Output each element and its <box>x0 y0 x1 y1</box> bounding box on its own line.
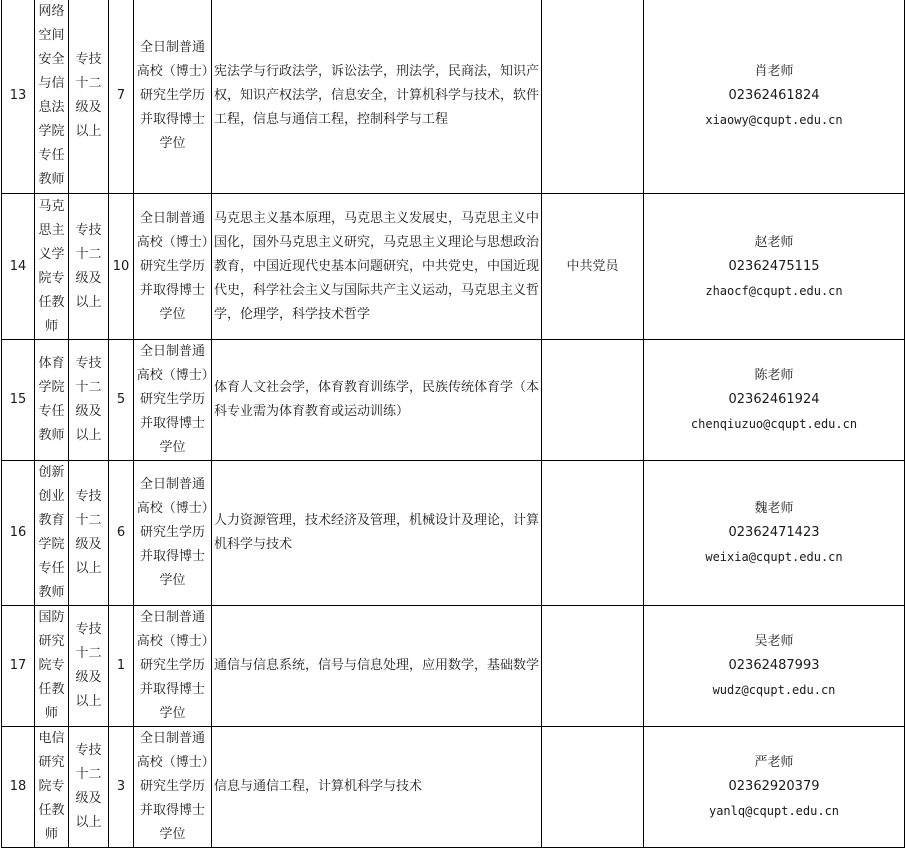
education-cell: 全日制普通高校（博士）研究生学历并取得博士学位 <box>134 194 212 340</box>
table-row <box>2 606 905 727</box>
education-cell: 全日制普通高校（博士）研究生学历并取得博士学位 <box>134 340 212 461</box>
contact-email[interactable]: zhaocf@cqupt.edu.cn <box>705 283 843 298</box>
political-status-cell <box>542 461 644 606</box>
rank-cell: 专技十二级及以上 <box>69 194 109 340</box>
major-cell: 宪法学与行政法学，诉讼法学，刑法学，民商法，知识产权，知识产权法学，信息安全，计算机科学与技术，软件工程，信息与通信工程，控制科学与工程 <box>212 0 542 194</box>
rank-cell: 专技十二级及以上 <box>69 727 109 848</box>
major-cell: 体育人文社会学，体育教育训练学，民族传统体育学（本科专业需为体育教育或运动训练） <box>212 340 542 461</box>
political-status-cell <box>542 606 644 727</box>
contact-email[interactable]: weixia@cqupt.edu.cn <box>705 550 843 564</box>
contact-cell <box>644 461 905 606</box>
department-cell: 国防研究院专任教师 <box>35 606 69 727</box>
contact-name: 陈老师 <box>754 368 794 383</box>
headcount-cell: 6 <box>109 461 134 606</box>
contact-name: 肖老师 <box>754 64 794 79</box>
table-row <box>2 194 905 340</box>
headcount-cell: 10 <box>109 194 134 340</box>
row-index: 16 <box>2 461 35 606</box>
department-cell: 电信研究院专任教师 <box>35 727 69 848</box>
major-cell: 人力资源管理，技术经济及管理，机械设计及理论，计算机科学与技术 <box>212 461 542 606</box>
rank-cell: 专技十二级及以上 <box>69 606 109 727</box>
major-cell: 马克思主义基本原理，马克思主义发展史，马克思主义中国化，国外马克思主义研究，马克思主义理论与思想政治教育，中国近现代史基本问题研究，中共党史，中国近现代史，科学社会主义与国际共产主义运动，马克思主义哲学，伦理学，科学技术哲学 <box>212 194 542 340</box>
rank-cell: 专技十二级及以上 <box>69 461 109 606</box>
row-index: 13 <box>2 0 35 194</box>
contact-email[interactable]: xiaowy@cqupt.edu.cn <box>705 113 843 127</box>
row-index: 14 <box>2 194 35 340</box>
row-index: 17 <box>2 606 35 727</box>
contact-cell <box>644 194 905 340</box>
contact-cell <box>644 606 905 727</box>
contact-email[interactable]: chenqiuzuo@cqupt.edu.cn <box>690 417 858 431</box>
contact-name: 赵老师 <box>754 234 794 250</box>
contact-name: 吴老师 <box>754 634 794 649</box>
headcount-cell: 1 <box>109 606 134 727</box>
education-cell: 全日制普通高校（博士）研究生学历并取得博士学位 <box>134 606 212 727</box>
row-index: 18 <box>2 727 35 848</box>
contact-cell <box>644 727 905 848</box>
headcount-cell: 7 <box>109 0 134 194</box>
department-cell: 创新创业教育学院专任教师 <box>35 461 69 606</box>
contact-phone: 02362487993 <box>728 658 820 673</box>
rank-cell: 专技十二级及以上 <box>69 0 109 194</box>
contact-phone: 02362461924 <box>728 392 820 407</box>
major-cell: 信息与通信工程，计算机科学与技术 <box>212 727 542 848</box>
row-index: 15 <box>2 340 35 461</box>
contact-phone: 02362461824 <box>728 88 820 103</box>
rank-cell: 专技十二级及以上 <box>69 340 109 461</box>
contact-name: 魏老师 <box>754 501 794 516</box>
department-cell: 网络空间安全与信息法学院专任教师 <box>35 0 69 194</box>
headcount-cell: 3 <box>109 727 134 848</box>
political-status-cell <box>542 0 644 194</box>
education-cell: 全日制普通高校（博士）研究生学历并取得博士学位 <box>134 461 212 606</box>
department-cell: 体育学院专任教师 <box>35 340 69 461</box>
recruitment-table <box>1 0 905 848</box>
political-status-cell <box>542 727 644 848</box>
major-cell: 通信与信息系统，信号与信息处理，应用数学，基础数学 <box>212 606 542 727</box>
table-row <box>2 0 905 194</box>
table-row <box>2 461 905 606</box>
contact-phone: 02362920379 <box>728 779 820 794</box>
department-cell: 马克思主义学院专任教师 <box>35 194 69 340</box>
education-cell: 全日制普通高校（博士）研究生学历并取得博士学位 <box>134 727 212 848</box>
headcount-cell: 5 <box>109 340 134 461</box>
table-row <box>2 727 905 848</box>
contact-phone: 02362471423 <box>728 525 820 540</box>
contact-cell <box>644 340 905 461</box>
table-row <box>2 340 905 461</box>
contact-phone: 02362475115 <box>728 258 820 274</box>
contact-name: 严老师 <box>754 755 794 770</box>
contact-cell <box>644 0 905 194</box>
political-status-cell <box>542 340 644 461</box>
contact-email[interactable]: yanlq@cqupt.edu.cn <box>708 804 840 818</box>
contact-email[interactable]: wudz@cqupt.edu.cn <box>712 683 836 697</box>
political-status-cell: 中共党员 <box>542 194 644 340</box>
education-cell: 全日制普通高校（博士）研究生学历并取得博士学位 <box>134 0 212 194</box>
